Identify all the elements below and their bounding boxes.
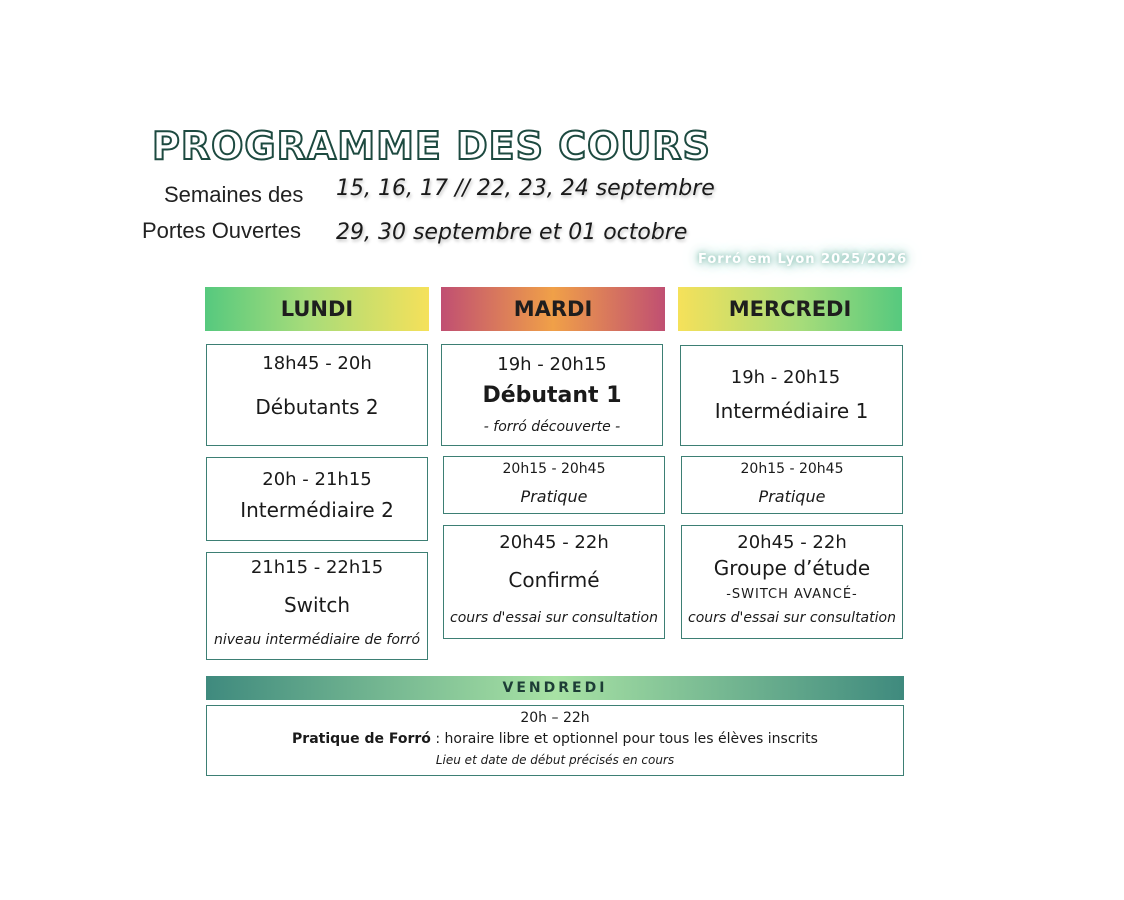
- course-card: [441, 344, 663, 446]
- day-header-lundi: LUNDI: [205, 287, 429, 331]
- course-name: Pratique: [520, 487, 588, 506]
- course-note: Lieu et date de début précisés en cours: [435, 753, 675, 767]
- course-card: [681, 525, 903, 639]
- course-time: 21h15 - 22h15: [250, 557, 384, 578]
- course-time: 20h - 21h15: [262, 469, 372, 490]
- course-time: 20h15 - 20h45: [502, 461, 606, 477]
- vendredi-description: [207, 731, 903, 747]
- course-note: cours d'essai sur consultation: [688, 610, 896, 626]
- course-time: 20h15 - 20h45: [740, 461, 844, 477]
- brand-season: Forró em Lyon 2025/2026: [698, 252, 908, 267]
- course-card: [206, 552, 428, 660]
- course-time: 19h - 20h15: [730, 367, 841, 388]
- open-weeks-dates-1: 15, 16, 17 // 22, 23, 24 septembre: [336, 176, 715, 201]
- course-time: 20h – 22h: [520, 710, 590, 726]
- course-name: Groupe d’étude: [713, 556, 871, 580]
- open-weeks-label-1: Semaines des: [164, 182, 304, 207]
- course-card: [443, 525, 665, 639]
- day-header-mercredi: MERCREDI: [678, 287, 902, 331]
- course-time: 19h - 20h15: [497, 354, 607, 375]
- course-card: [206, 457, 428, 541]
- course-subtitle: -SWITCH AVANCÉ-: [726, 587, 858, 602]
- day-header-vendredi: VENDREDI: [206, 676, 904, 700]
- course-name: Switch: [283, 593, 351, 617]
- course-card: [680, 345, 903, 446]
- course-time: 18h45 - 20h: [262, 353, 372, 374]
- page-title: PROGRAMME DES COURS: [152, 124, 711, 168]
- vendredi-course-desc: : horaire libre et optionnel pour tous les élèves inscrits: [430, 731, 818, 747]
- course-card: [443, 456, 665, 514]
- vendredi-card: [206, 705, 904, 776]
- course-note: - forró découverte -: [483, 419, 621, 435]
- vendredi-course-name: Pratique de Forró: [292, 731, 431, 747]
- course-name: Intermédiaire 1: [714, 399, 869, 423]
- course-time: 20h45 - 22h: [499, 532, 609, 553]
- day-header-mardi: MARDI: [441, 287, 665, 331]
- course-name: Débutants 2: [255, 395, 379, 419]
- open-weeks-dates-2: 29, 30 septembre et 01 octobre: [336, 220, 688, 245]
- course-time: 20h45 - 22h: [737, 532, 847, 553]
- course-name: Pratique: [758, 487, 826, 506]
- open-weeks-label-2: Portes Ouvertes: [142, 218, 301, 243]
- course-note: cours d'essai sur consultation: [450, 610, 658, 626]
- course-name: Débutant 1: [482, 383, 622, 408]
- course-card: [206, 344, 428, 446]
- course-name: Intermédiaire 2: [240, 498, 394, 522]
- course-name: Confirmé: [508, 568, 600, 592]
- course-note: niveau intermédiaire de forró: [213, 632, 421, 648]
- course-card: [681, 456, 903, 514]
